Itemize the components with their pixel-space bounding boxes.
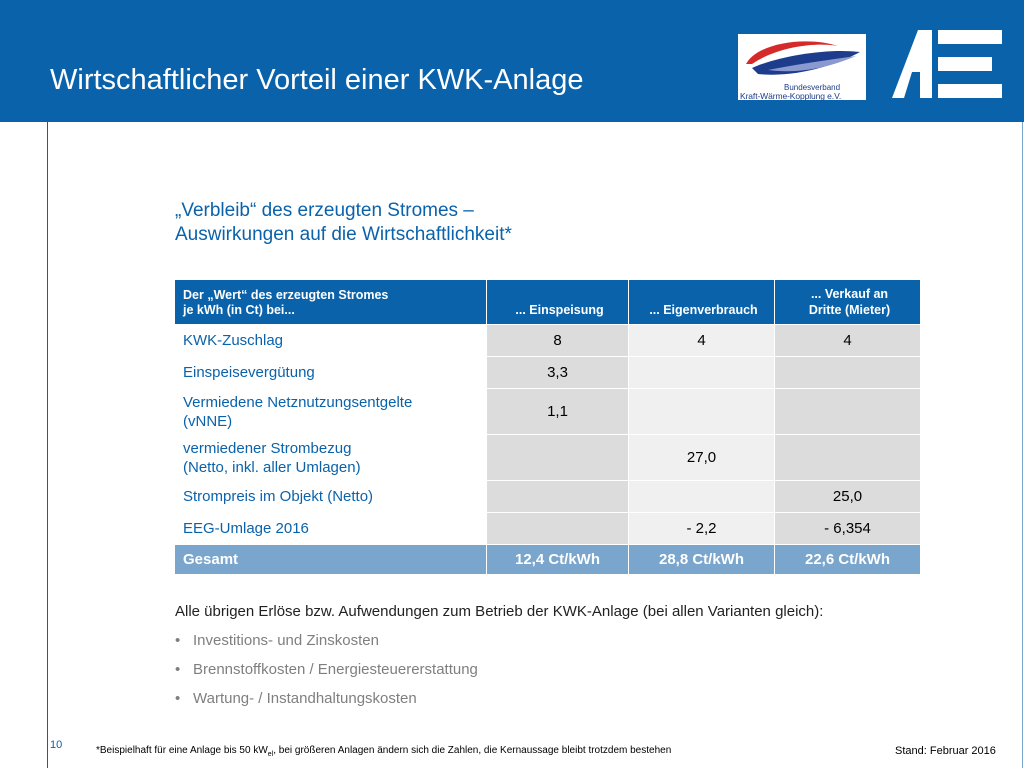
list-item-text: Investitions- und Zinskosten (193, 632, 379, 649)
total-verkauf: 22,6 Ct/kWh (775, 545, 921, 575)
subtitle-line-1: „Verbleib“ des erzeugten Stromes – (175, 200, 474, 221)
row-label (175, 389, 487, 435)
list-item (175, 631, 478, 660)
row-label-line2: (vNNE) (183, 412, 233, 430)
cell-einspeisung: 3,3 (487, 357, 629, 389)
title-bar (0, 0, 1024, 122)
table-header-row (175, 280, 921, 325)
header-cell-verkauf (775, 280, 921, 325)
row-label (175, 435, 487, 481)
header-label-line1: Der „Wert“ des erzeugten Stromes (183, 288, 389, 302)
cell-eigenverbrauch (629, 357, 775, 389)
table-total-row (175, 545, 921, 575)
page-number: 10 (50, 739, 63, 751)
total-einspeisung: 12,4 Ct/kWh (487, 545, 629, 575)
total-eigenverbrauch: 28,8 Ct/kWh (629, 545, 775, 575)
total-label: Gesamt (175, 545, 487, 575)
list-item-text: Brennstoffkosten / Energiesteuererstattung (193, 661, 478, 678)
cell-verkauf (775, 435, 921, 481)
table-row (175, 357, 921, 389)
cell-eigenverbrauch: 4 (629, 325, 775, 357)
header-cell-label (175, 280, 487, 325)
table-row (175, 513, 921, 545)
row-label: EEG-Umlage 2016 (175, 513, 487, 545)
row-label: Strompreis im Objekt (Netto) (175, 481, 487, 513)
footnote-subscript: el (267, 751, 274, 758)
ae-logo (892, 30, 1004, 100)
table-row (175, 481, 921, 513)
table-row (175, 325, 921, 357)
footnote (96, 745, 671, 758)
subtitle-line-2: Auswirkungen auf die Wirtschaftlichkeit* (175, 224, 512, 245)
header-label-line2: je kWh (in Ct) bei... (183, 303, 295, 317)
table-row (175, 435, 921, 481)
row-label-line1: Vermiedene Netznutzungsentgelte (183, 393, 413, 411)
cell-verkauf: - 6,354 (775, 513, 921, 545)
bkwk-logo (738, 34, 866, 100)
frame-left-line (47, 122, 48, 768)
cost-bullet-list (175, 631, 478, 718)
cell-eigenverbrauch: 27,0 (629, 435, 775, 481)
list-item (175, 660, 478, 689)
frame-right-line (1022, 122, 1023, 768)
list-item-text: Wartung- / Instandhaltungskosten (193, 690, 417, 707)
value-table (174, 279, 921, 575)
bullet-icon: • (175, 632, 181, 649)
bullet-icon: • (175, 690, 181, 707)
bullet-icon: • (175, 661, 181, 678)
subtitle (175, 199, 512, 247)
cell-verkauf: 4 (775, 325, 921, 357)
cell-verkauf (775, 389, 921, 435)
cell-eigenverbrauch: - 2,2 (629, 513, 775, 545)
header-verkauf-line2: Dritte (Mieter) (808, 303, 891, 317)
cell-verkauf (775, 357, 921, 389)
list-item (175, 689, 478, 718)
row-label-line2: (Netto, inkl. aller Umlagen) (183, 458, 361, 476)
cell-eigenverbrauch (629, 481, 775, 513)
header-cell-eigenverbrauch: ... Eigenverbrauch (629, 280, 775, 325)
slide-title: Wirtschaftlicher Vorteil einer KWK-Anlage (50, 64, 584, 96)
cell-eigenverbrauch (629, 389, 775, 435)
stand-date: Stand: Februar 2016 (895, 745, 996, 757)
cell-einspeisung: 8 (487, 325, 629, 357)
footnote-part1: *Beispielhaft für eine Anlage bis 50 kW (96, 745, 268, 756)
table-row (175, 389, 921, 435)
bkwk-logo-line2: Kraft-Wärme-Kopplung e.V. (740, 91, 842, 101)
cell-einspeisung (487, 513, 629, 545)
row-label-line1: vermiedener Strombezug (183, 439, 352, 457)
row-label: Einspeisevergütung (175, 357, 487, 389)
footnote-part2: , bei größeren Anlagen ändern sich die Zahlen, die Kernaussage bleibt trotzdem bestehen (273, 745, 672, 756)
cell-einspeisung: 1,1 (487, 389, 629, 435)
cell-einspeisung (487, 435, 629, 481)
bkwk-swoosh-icon (738, 34, 866, 84)
header-verkauf-line1: ... Verkauf an (810, 287, 889, 301)
header-cell-einspeisung: ... Einspeisung (487, 280, 629, 325)
cell-einspeisung (487, 481, 629, 513)
bkwk-logo-line1: Bundesverband (784, 83, 841, 92)
cell-verkauf: 25,0 (775, 481, 921, 513)
row-label: KWK-Zuschlag (175, 325, 487, 357)
other-costs-note: Alle übrigen Erlöse bzw. Aufwendungen zum Betrieb der KWK-Anlage (bei allen Varianten gleich): (175, 603, 824, 620)
ae-logo-icon (892, 30, 1004, 100)
